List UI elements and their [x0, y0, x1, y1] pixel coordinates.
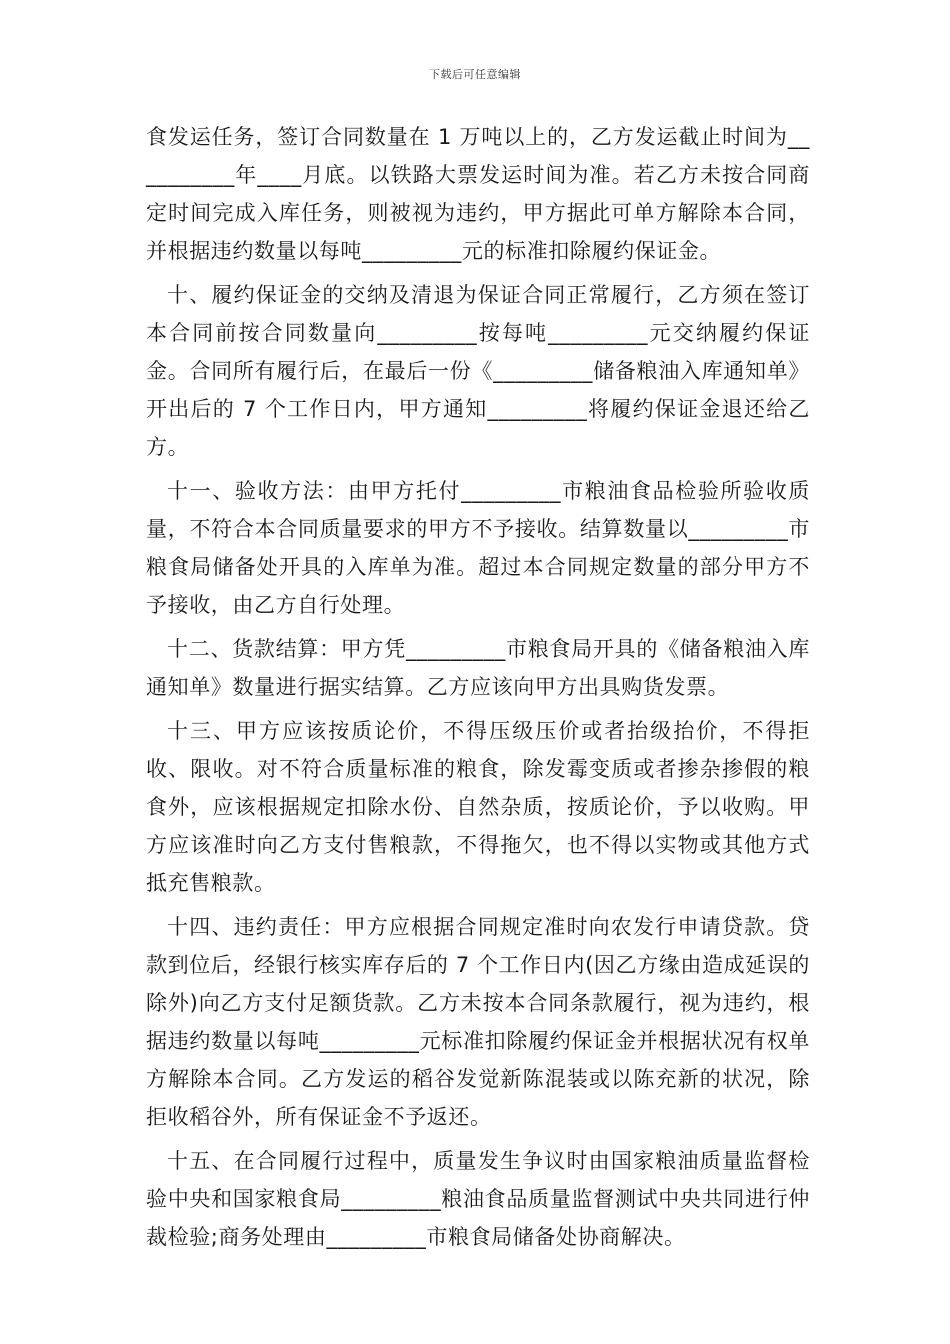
paragraph-clause-12: 十二、货款结算：甲方凭_________市粮食局开具的《储备粮油入库通知单》数量进行据实结算。乙方应该向甲方出具购货发票。 [146, 637, 810, 699]
document-body [146, 118, 810, 1262]
paragraph-clause-14: 十四、违约责任：甲方应根据合同规定准时向农发行申请贷款。贷款到位后，经银行核实库存后的 7 个工作日内(因乙方缘由造成延误的除外)向乙方支付足额货款。乙方未按本合同条款履行，视为违约，根据违约数量以每吨_________元标准扣除履约保证金并根据状况有权单方解除本合同。乙方发运的稻谷发觉新陈混装或以陈充新的状况，除拒收稻谷外，所有保证金不予返还。 [146, 915, 810, 1129]
paragraph-clause-13: 十三、甲方应该按质论价，不得压级压价或者抬级抬价，不得拒收、限收。对不符合质量标准的粮食，除发霉变质或者掺杂掺假的粮食外，应该根据规定扣除水份、自然杂质，按质论价，予以收购。甲方应该准时向乙方支付售粮款，不得拖欠，也不得以实物或其他方式抵充售粮款。 [146, 719, 810, 895]
paragraph-clause-15: 十五、在合同履行过程中，质量发生争议时由国家粮油质量监督检验中央和国家粮食局_________粮油食品质量监督测试中央共同进行仲裁检验;商务处理由_________市粮食局储备处协商解决。 [146, 1149, 810, 1249]
paragraph-clause-10: 十、履约保证金的交纳及清退为保证合同正常履行，乙方须在签订本合同前按合同数量向_________按每吨_________元交纳履约保证金。合同所有履行后，在最后一份《_________储备粮油入库通知单》开出后的 7 个工作日内，甲方通知_________将履约保证金退还给乙方。 [146, 283, 810, 459]
paragraph-continuation: 食发运任务，签订合同数量在 1 万吨以上的，乙方发运截止时间为__________年____月底。以铁路大票发运时间为准。若乙方未按合同商定时间完成入库任务，则被视为违约，甲方据此可单方解除本合同，并根据违约数量以每吨_________元的标准扣除履约保证金。 [146, 125, 810, 263]
paragraph-clause-11: 十一、验收方法：由甲方托付_________市粮油食品检验所验收质量，不符合本合同质量要求的甲方不予接收。结算数量以_________市粮食局储备处开具的入库单为准。超过本合同规定数量的部分甲方不予接收，由乙方自行处理。 [146, 479, 810, 617]
header-note: 下载后可任意编辑 [429, 68, 521, 81]
